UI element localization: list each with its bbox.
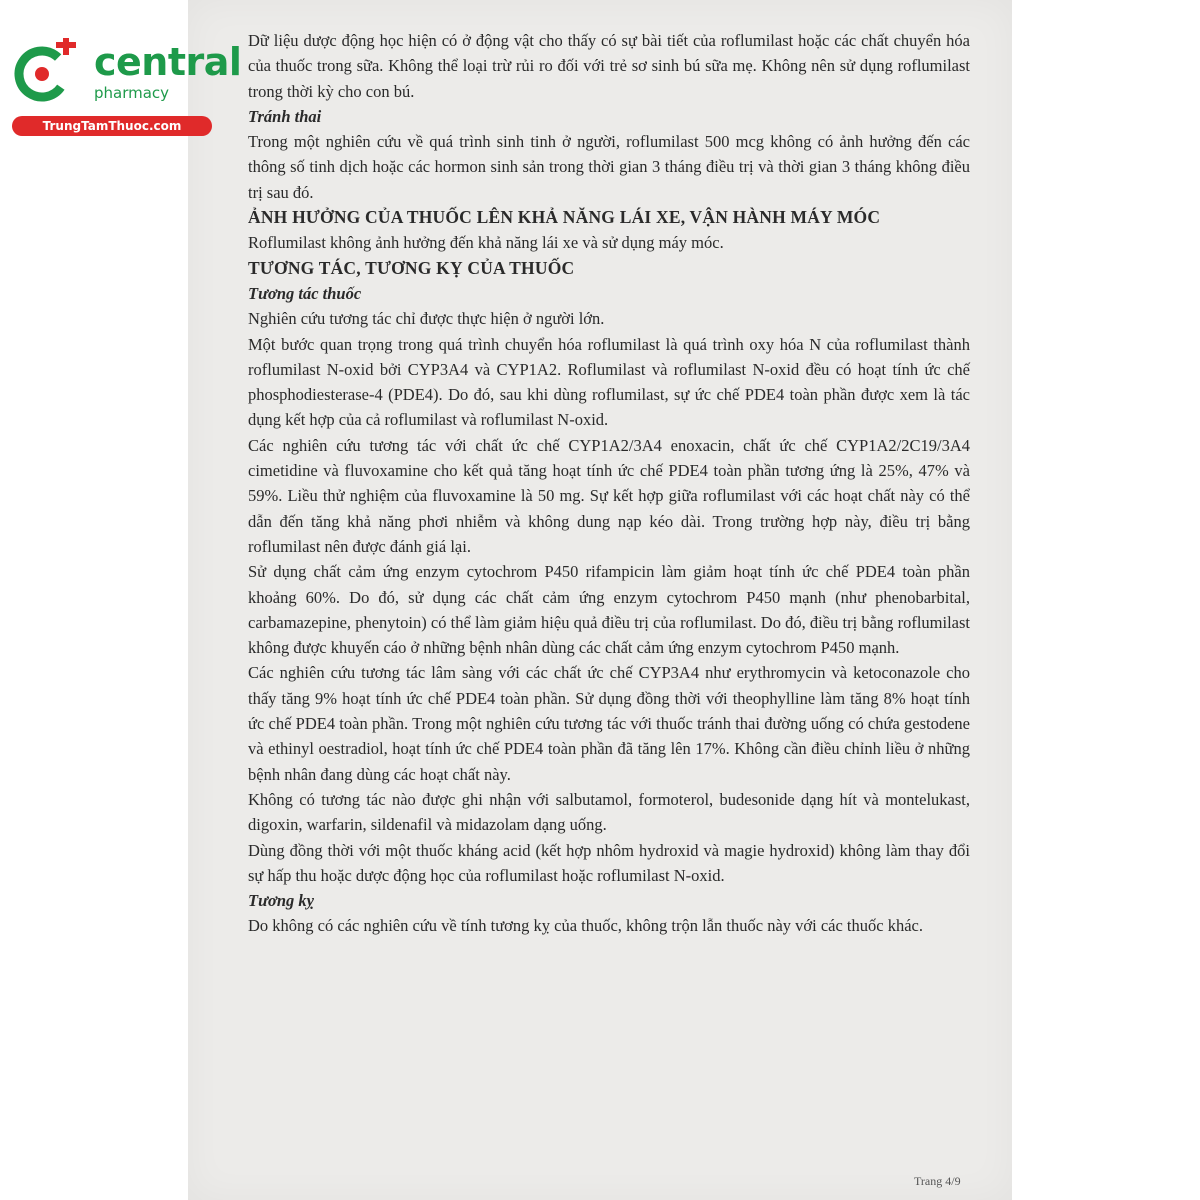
paragraph-incompatibility: Do không có các nghiên cứu về tính tương kỵ của thuốc, không trộn lẫn thuốc này với các thuốc khác. — [248, 916, 923, 936]
document-content — [248, 28, 970, 939]
paragraph-adult-studies: Nghiên cứu tương tác chỉ được thực hiện ở người lớn. — [248, 309, 605, 329]
subheading-drug-interactions: Tương tác thuốc — [248, 283, 362, 303]
heading-interactions: TƯƠNG TÁC, TƯƠNG KỴ CỦA THUỐC — [248, 257, 575, 278]
paragraph-cyp-inhibitors: Các nghiên cứu tương tác với chất ức chế CYP1A2/3A4 enoxacin, chất ức chế CYP1A2/2C19/3A4 cimetidine và fluvoxamine cho kết quả tăng hoạt tính ức chế PDE4 toàn phần tương ứng là 25%, 47% và 59%. Liều thử nghiệm của fluvoxamine là 50 mg. Sự kết hợp giữa roflumilast với các hoạt chất này có thể dẫn đến tăng khả năng phơi nhiễm và không dung nạp kéo dài. Trong trường hợp này, điều trị bằng roflumilast nên được đánh giá lại. — [248, 435, 970, 556]
paragraph-no-interactions: Không có tương tác nào được ghi nhận với salbutamol, formoterol, budesonide dạng hít và montelukast, digoxin, warfarin, sildenafil và midazolam dạng uống. — [248, 789, 970, 835]
pharmacy-logo-icon — [8, 38, 88, 108]
heading-driving: ẢNH HƯỞNG CỦA THUỐC LÊN KHẢ NĂNG LÁI XE, VẬN HÀNH MÁY MÓC — [248, 207, 881, 228]
logo-url-banner: TrungTamThuoc.com — [12, 116, 212, 136]
paragraph-clinical-interactions: Các nghiên cứu tương tác lâm sàng với các chất ức chế CYP3A4 như erythromycin và ketoconazole cho thấy tăng 9% hoạt tính ức chế PDE4 toàn phần. Sử dụng đồng thời với theophylline làm tăng 8% hoạt tính ức chế PDE4 toàn phần. Trong một nghiên cứu tương tác với thuốc tránh thai đường uống có chứa gestodene và ethinyl oestradiol, hoạt tính ức chế PDE4 toàn phần đã tăng lên 17%. Không cần điều chỉnh liều ở những bệnh nhân đang dùng các hoạt chất này. — [248, 663, 970, 784]
paragraph-breastfeeding: Dữ liệu dược động học hiện có ở động vật cho thấy có sự bài tiết của roflumilast hoặc các chất chuyển hóa của thuốc trong sữa. Không thể loại trừ rủi ro đối với trẻ sơ sinh bú sữa mẹ. Không nên sử dụng roflumilast trong thời kỳ cho con bú. — [248, 31, 970, 101]
logo-name: central — [94, 40, 242, 84]
pharmacy-logo — [8, 38, 242, 138]
page-number: Trang 4/9 — [914, 1174, 961, 1188]
subheading-incompatibility: Tương kỵ — [248, 891, 314, 911]
paragraph-metabolism: Một bước quan trọng trong quá trình chuyển hóa roflumilast là quá trình oxy hóa N của roflumilast thành roflumilast N-oxid bởi CYP3A4 và CYP1A2. Roflumilast và roflumilast N-oxid đều có hoạt tính ức chế phosphodiesterase-4 (PDE4). Do đó, sau khi dùng roflumilast, sự ức chế PDE4 toàn phần được xem là tác dụng kết hợp của cả roflumilast và roflumilast N-oxid. — [248, 334, 970, 430]
logo-subtitle: pharmacy — [94, 84, 170, 102]
paragraph-driving: Roflumilast không ảnh hưởng đến khả năng lái xe và sử dụng máy móc. — [248, 233, 724, 253]
paragraph-antacid: Dùng đồng thời với một thuốc kháng acid (kết hợp nhôm hydroxid và magie hydroxid) không làm thay đổi sự hấp thu hoặc dược động học của roflumilast hoặc roflumilast N-oxid. — [248, 840, 970, 885]
paragraph-cyp-inducers: Sử dụng chất cảm ứng enzym cytochrom P450 rifampicin làm giảm hoạt tính ức chế PDE4 toàn phần khoảng 60%. Do đó, sử dụng các chất cảm ứng enzym cytochrom P450 mạnh (như phenobarbital, carbamazepine, phenytoin) có thể làm giảm hiệu quả điều trị của roflumilast. Do đó, điều trị bằng roflumilast không được khuyến cáo ở những bệnh nhân dùng các chất cảm ứng enzym cytochrom P450 mạnh. — [248, 562, 970, 658]
subheading-contraception: Tránh thai — [248, 106, 322, 126]
paragraph-contraception: Trong một nghiên cứu về quá trình sinh tinh ở người, roflumilast 500 mcg không có ảnh hưởng đến các thông số tinh dịch hoặc các hormon sinh sản trong thời gian 3 tháng điều trị và thời gian 3 tháng không điều trị sau đó. — [248, 132, 970, 202]
